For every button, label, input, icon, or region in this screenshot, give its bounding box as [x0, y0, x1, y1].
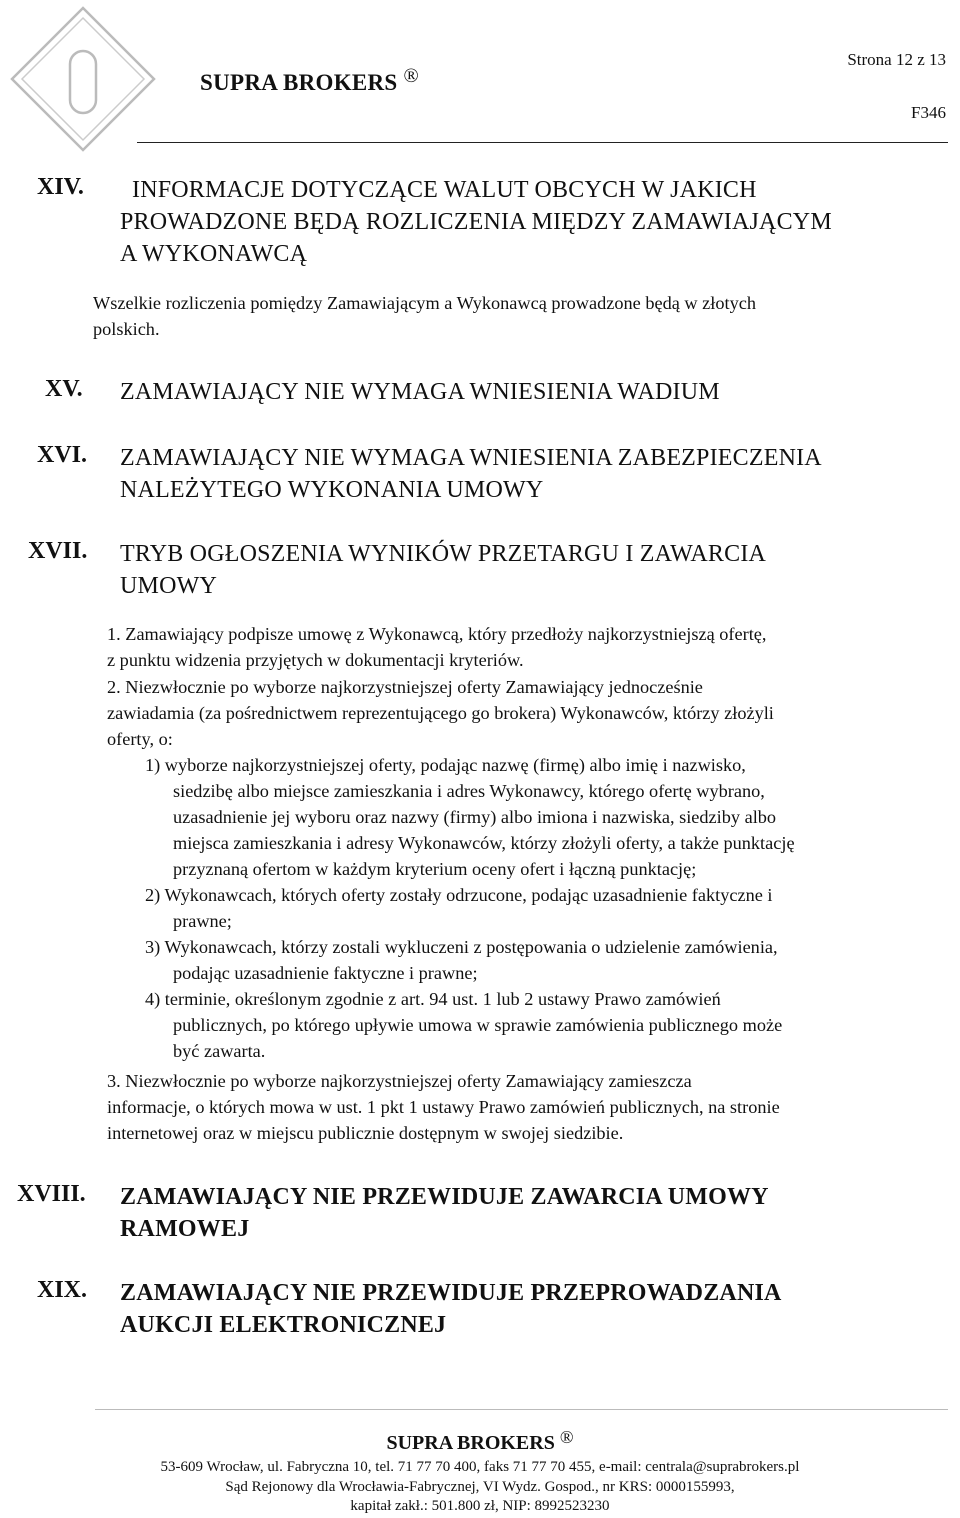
section-17-paragraph-2 [107, 674, 955, 752]
item-line: uzasadnienie jej wyboru oraz nazwy (firmy) albo imiona i nazwiska, siedziby albo [173, 807, 777, 827]
item-line: podając uzasadnienie faktyczne i prawne; [173, 963, 478, 983]
section-title-15 [120, 376, 720, 408]
title-line: INFORMACJE DOTYCZĄCE WALUT OBCYCH W JAKICH [132, 177, 757, 203]
footer-court-registry: Sąd Rejonowy dla Wrocławia-Fabrycznej, VI Wydz. Gospod., nr KRS: 0000155993, [225, 1479, 735, 1495]
section-number-15: XV. [45, 376, 83, 402]
body-line: internetowej oraz w miejscu publicznie dostępnym w swojej siedzibie. [107, 1123, 624, 1143]
title-line: ZAMAWIAJĄCY NIE WYMAGA WNIESIENIA ZABEZPIECZENIA [120, 445, 822, 471]
body-line: 3. Niezwłocznie po wyborze najkorzystniejszej oferty Zamawiający zamieszcza [107, 1071, 692, 1091]
body-line: 2. Niezwłocznie po wyborze najkorzystniejszej oferty Zamawiający jednocześnie [107, 677, 703, 697]
header-brand [200, 65, 420, 96]
title-line: PROWADZONE BĘDĄ ROZLICZENIA MIĘDZY ZAMAWIAJĄCYM [120, 209, 832, 235]
title-line: TRYB OGŁOSZENIA WYNIKÓW PRZETARGU I ZAWARCIA [120, 541, 767, 567]
page-number: Strona 12 z 13 [847, 50, 946, 69]
item-line: 1) wyborze najkorzystniejszej oferty, podając nazwę (firmę) albo imię i nazwisko, [145, 755, 746, 775]
item-line: przyznaną ofertom w każdym kryterium oceny ofert i łączną punktację; [173, 859, 697, 879]
list-item [145, 752, 955, 882]
item-line: 2) Wykonawcach, których oferty zostały odrzucone, podając uzasadnienie faktyczne i [145, 885, 773, 905]
form-code: F346 [911, 103, 946, 122]
header-brand-name: SUPRA BROKERS [200, 70, 398, 95]
section-title-16 [120, 442, 822, 506]
section-title-14 [120, 174, 832, 270]
body-line: Wszelkie rozliczenia pomiędzy Zamawiającym a Wykonawcą prowadzone będą w złotych [93, 293, 756, 313]
title-line: ZAMAWIAJĄCY NIE WYMAGA WNIESIENIA WADIUM [120, 379, 720, 405]
item-line: 3) Wykonawcach, którzy zostali wykluczeni z postępowania o udzielenie zamówienia, [145, 937, 778, 957]
section-number-14: XIV. [37, 174, 84, 200]
body-line: zawiadamia (za pośrednictwem reprezentującego go brokera) Wykonawców, którzy złożyli [107, 703, 774, 723]
section-number-19: XIX. [37, 1277, 88, 1303]
item-line: siedzibę albo miejsce zamieszkania i adres Wykonawcy, którego ofertę wybrano, [173, 781, 765, 801]
section-17-paragraph-3 [107, 1068, 955, 1146]
item-line: publicznych, po którego upływie umowa w sprawie zamówienia publicznego może [173, 1015, 783, 1035]
header-divider [137, 142, 948, 143]
list-item [145, 934, 955, 986]
section-17-paragraph-1 [107, 621, 955, 673]
title-line: ZAMAWIAJĄCY NIE PRZEWIDUJE PRZEPROWADZANIA [120, 1280, 782, 1306]
footer-brand [0, 1427, 960, 1455]
footer-address: 53-609 Wrocław, ul. Fabryczna 10, tel. 71 77 70 400, faks 71 77 70 455, e-mail: centrala@suprabrokers.pl [160, 1459, 800, 1475]
section-title-19 [120, 1277, 782, 1341]
body-line: 1. Zamawiający podpisze umowę z Wykonawcą, który przedłoży najkorzystniejszą ofertę, [107, 624, 767, 644]
section-title-18 [120, 1181, 769, 1245]
body-line: polskich. [93, 319, 160, 339]
company-logo-icon [8, 4, 158, 154]
footer-divider [95, 1409, 948, 1410]
footer-brand-name: SUPRA BROKERS [386, 1432, 555, 1454]
list-item [145, 986, 955, 1064]
item-line: miejsca zamieszkania i adresy Wykonawców, którzy złożyli oferty, a także punktację [173, 833, 795, 853]
item-line: prawne; [173, 911, 232, 931]
section-number-18: XVIII. [17, 1181, 86, 1207]
footer-registered-mark: ® [559, 1427, 574, 1447]
title-line: UMOWY [120, 573, 217, 599]
title-line: NALEŻYTEGO WYKONANIA UMOWY [120, 477, 544, 503]
body-line: oferty, o: [107, 729, 173, 749]
body-line: z punktu widzenia przyjętych w dokumentacji kryteriów. [107, 650, 524, 670]
item-line: 4) terminie, określonym zgodnie z art. 94 ust. 1 lub 2 ustawy Prawo zamówień [145, 989, 721, 1009]
registered-mark: ® [403, 65, 420, 87]
title-line: ZAMAWIAJĄCY NIE PRZEWIDUJE ZAWARCIA UMOWY [120, 1184, 769, 1210]
footer-capital: kapitał zakł.: 501.800 zł, NIP: 8992523230 [350, 1498, 610, 1514]
section-number-16: XVI. [37, 442, 88, 468]
title-line: A WYKONAWCĄ [120, 241, 308, 267]
section-14-body [93, 290, 925, 342]
title-line: RAMOWEJ [120, 1216, 250, 1242]
item-line: być zawarta. [173, 1041, 266, 1061]
title-line: AUKCJI ELEKTRONICZNEJ [120, 1312, 447, 1338]
section-17-list [145, 752, 955, 1064]
list-item [145, 882, 955, 934]
section-number-17: XVII. [28, 538, 88, 564]
section-title-17 [120, 538, 766, 602]
body-line: informacje, o których mowa w ust. 1 pkt 1 ustawy Prawo zamówień publicznych, na stronie [107, 1097, 780, 1117]
